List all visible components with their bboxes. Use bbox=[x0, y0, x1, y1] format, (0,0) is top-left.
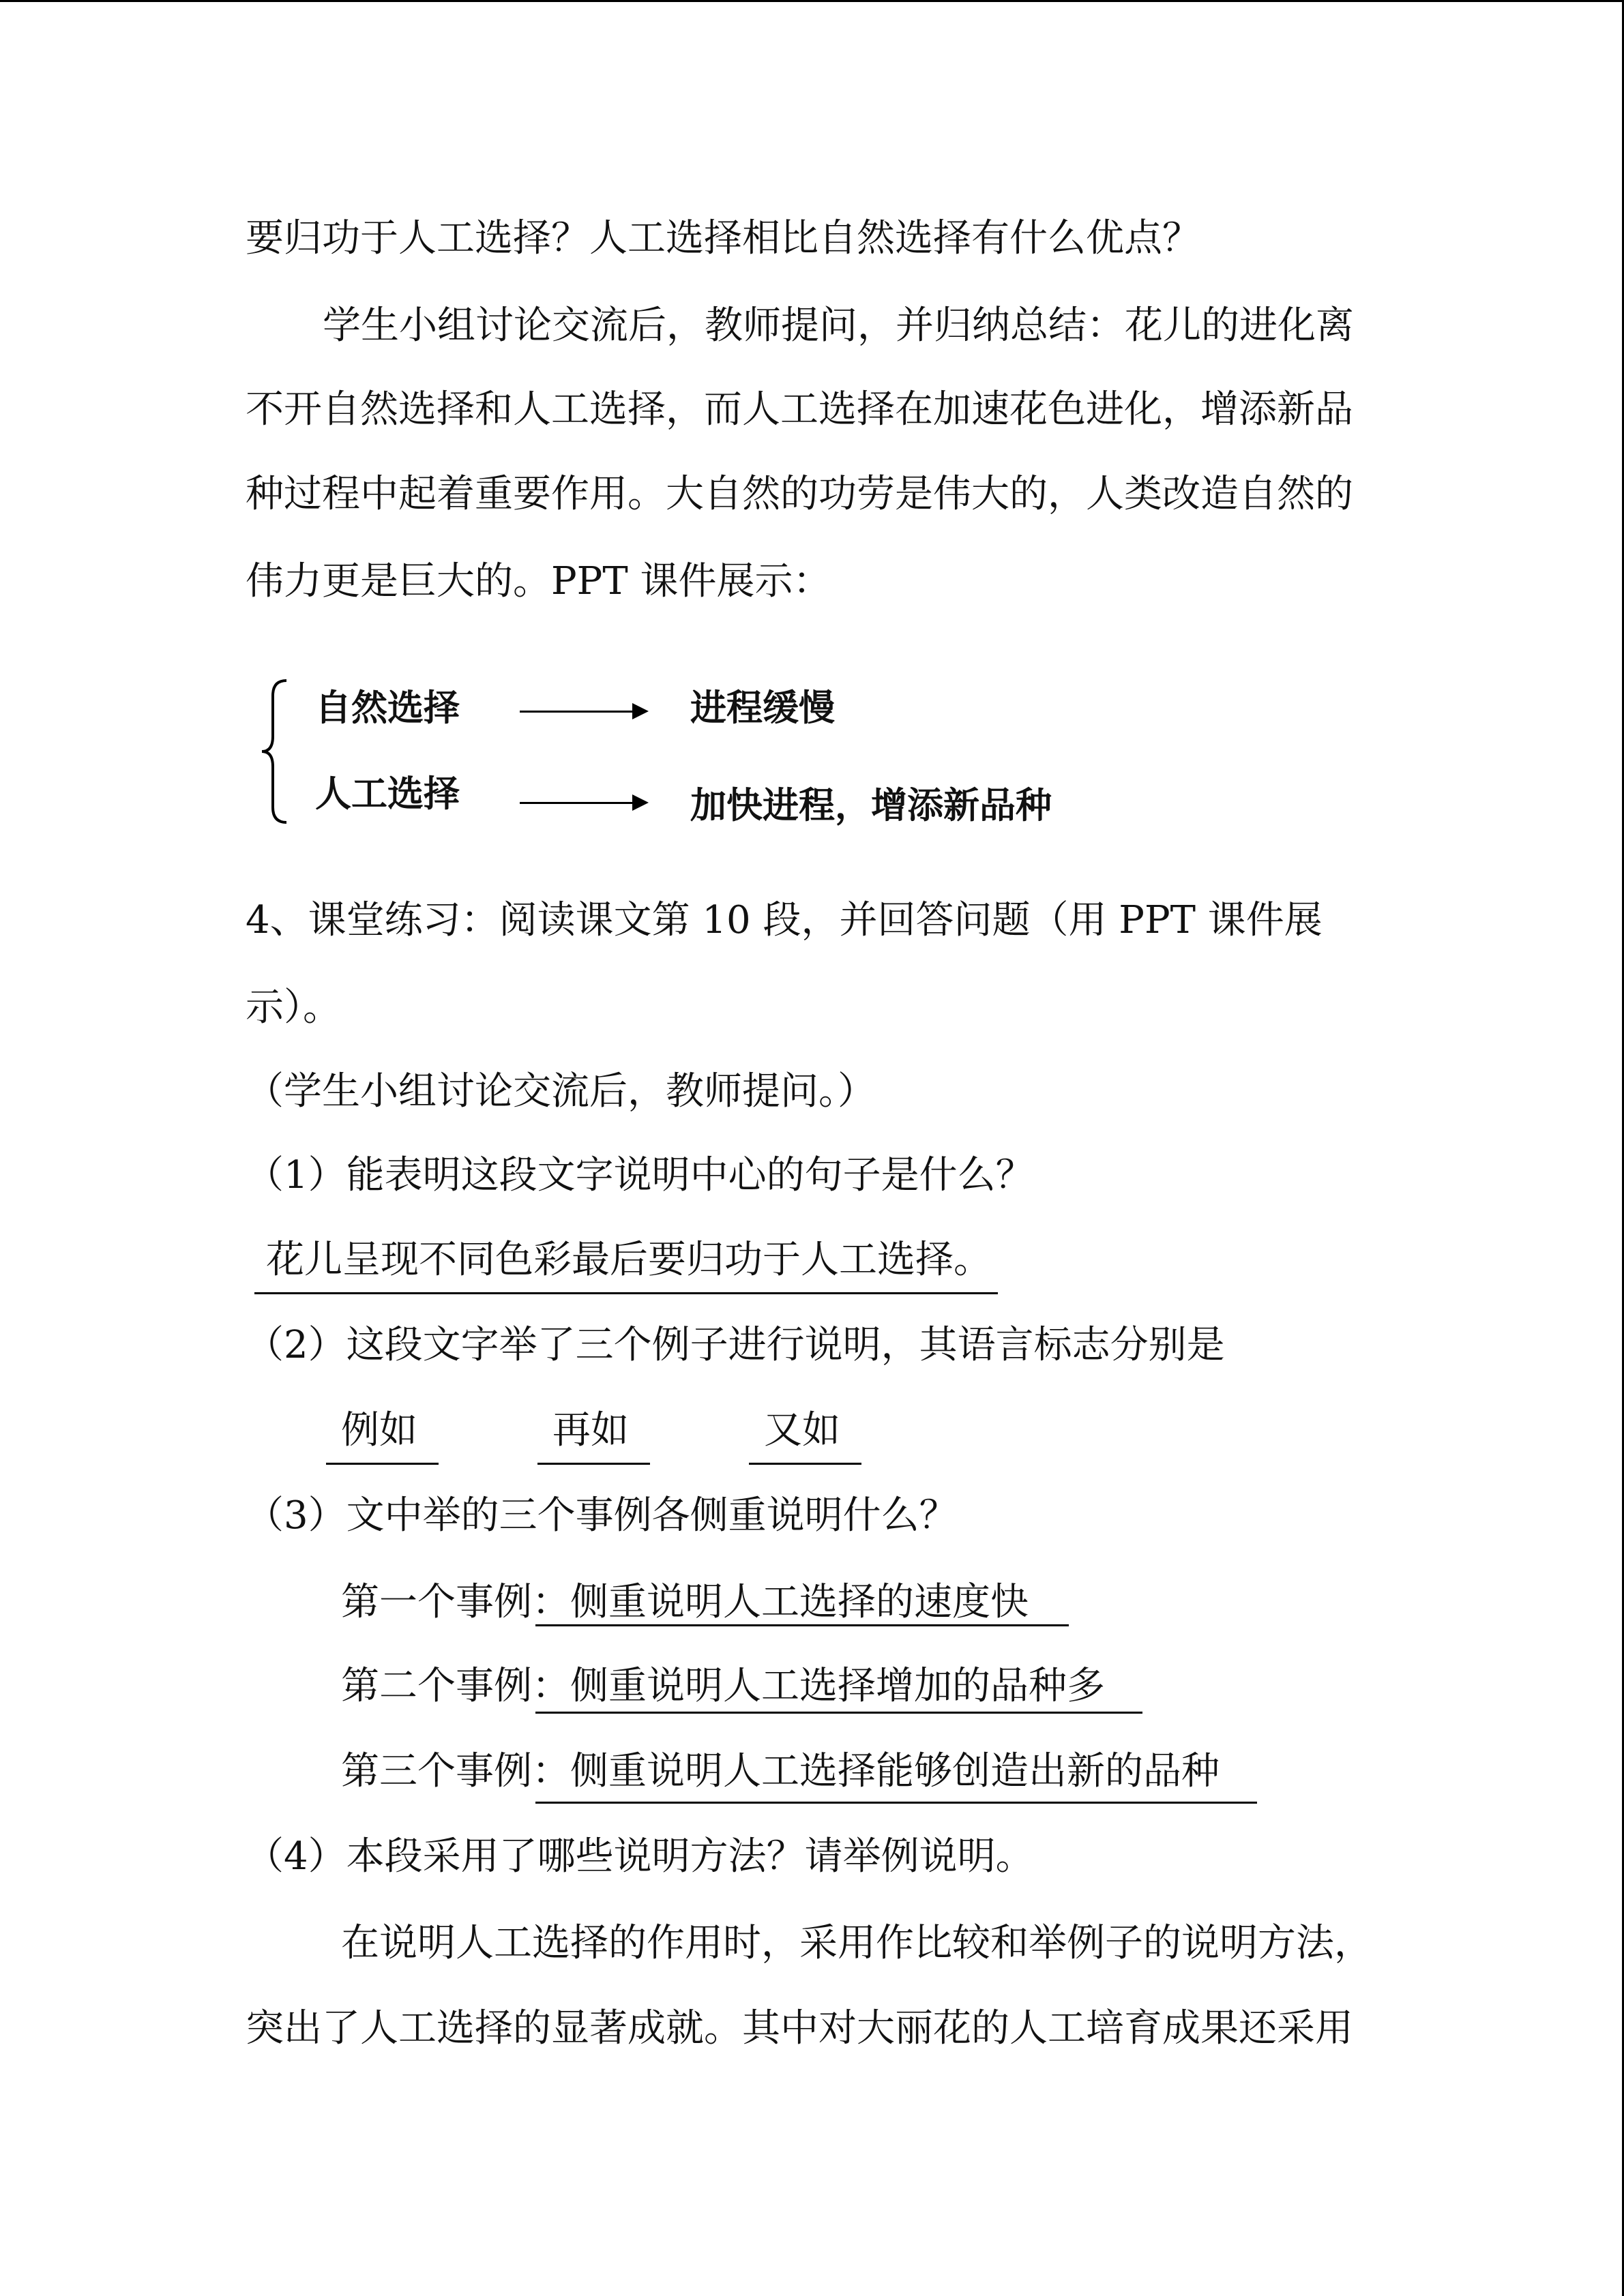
text-line-1: 要归功于人工选择？人工选择相比自然选择有什么优点？ bbox=[246, 216, 1200, 260]
answer-underline bbox=[254, 1292, 998, 1294]
page-border-top bbox=[0, 0, 1624, 2]
example-1-label: 第一个事例： bbox=[341, 1580, 570, 1624]
exercise-title-1: 4、课堂练习：阅读课文第 10 段，并回答问题（用 PPT 课件展 bbox=[246, 898, 1323, 942]
answer-2-third: 又如 bbox=[764, 1408, 840, 1452]
answer-2-first: 例如 bbox=[341, 1408, 417, 1452]
diagram-artificial-selection: 人工选择 bbox=[315, 773, 460, 815]
question-4: （4）本段采用了哪些说明方法？请举例说明。 bbox=[246, 1834, 1034, 1879]
arrow-icon bbox=[520, 802, 646, 804]
example-3-label: 第三个事例： bbox=[341, 1749, 570, 1793]
answer-underline bbox=[535, 1712, 1142, 1714]
answer-underline bbox=[535, 1624, 1069, 1626]
text-line-2: 学生小组讨论交流后，教师提问，并归纳总结：花儿的进化离 bbox=[323, 303, 1354, 348]
exercise-title-2: 示）。 bbox=[246, 985, 341, 1030]
answer-underline bbox=[749, 1463, 861, 1465]
diagram-natural-selection: 自然选择 bbox=[315, 687, 460, 729]
curly-brace bbox=[259, 679, 293, 825]
example-1-answer: 侧重说明人工选择的速度快 bbox=[570, 1580, 1029, 1624]
answer-4-line-1: 在说明人工选择的作用时，采用作比较和举例子的说明方法， bbox=[341, 1921, 1372, 1965]
example-2-answer: 侧重说明人工选择增加的品种多 bbox=[570, 1664, 1105, 1708]
text-line-5: 伟力更是巨大的。PPT 课件展示： bbox=[246, 559, 831, 603]
example-2-label: 第二个事例： bbox=[341, 1664, 570, 1708]
answer-1: 花儿呈现不同色彩最后要归功于人工选择。 bbox=[266, 1238, 992, 1282]
answer-2-second: 再如 bbox=[552, 1408, 629, 1452]
diagram-faster-process: 加快进程，增添新品种 bbox=[690, 785, 1052, 826]
example-3-answer: 侧重说明人工选择能够创造出新的品种 bbox=[570, 1749, 1220, 1793]
question-3: （3）文中举的三个事例各侧重说明什么？ bbox=[246, 1493, 958, 1538]
answer-4-line-2: 突出了人工选择的显著成就。其中对大丽花的人工培育成果还采用 bbox=[246, 2006, 1353, 2051]
diagram-slow-process: 进程缓慢 bbox=[690, 687, 835, 729]
question-1: （1）能表明这段文字说明中心的句子是什么？ bbox=[246, 1153, 1034, 1197]
arrow-icon bbox=[520, 711, 646, 713]
answer-underline bbox=[535, 1802, 1257, 1804]
exercise-note: （学生小组讨论交流后，教师提问。） bbox=[246, 1069, 876, 1114]
answer-underline bbox=[537, 1463, 650, 1465]
text-line-3: 不开自然选择和人工选择，而人工选择在加速花色进化，增添新品 bbox=[246, 387, 1353, 432]
question-2: （2）这段文字举了三个例子进行说明，其语言标志分别是 bbox=[246, 1323, 1225, 1367]
text-line-4: 种过程中起着重要作用。大自然的功劳是伟大的，人类改造自然的 bbox=[246, 472, 1353, 516]
answer-underline bbox=[326, 1463, 439, 1465]
